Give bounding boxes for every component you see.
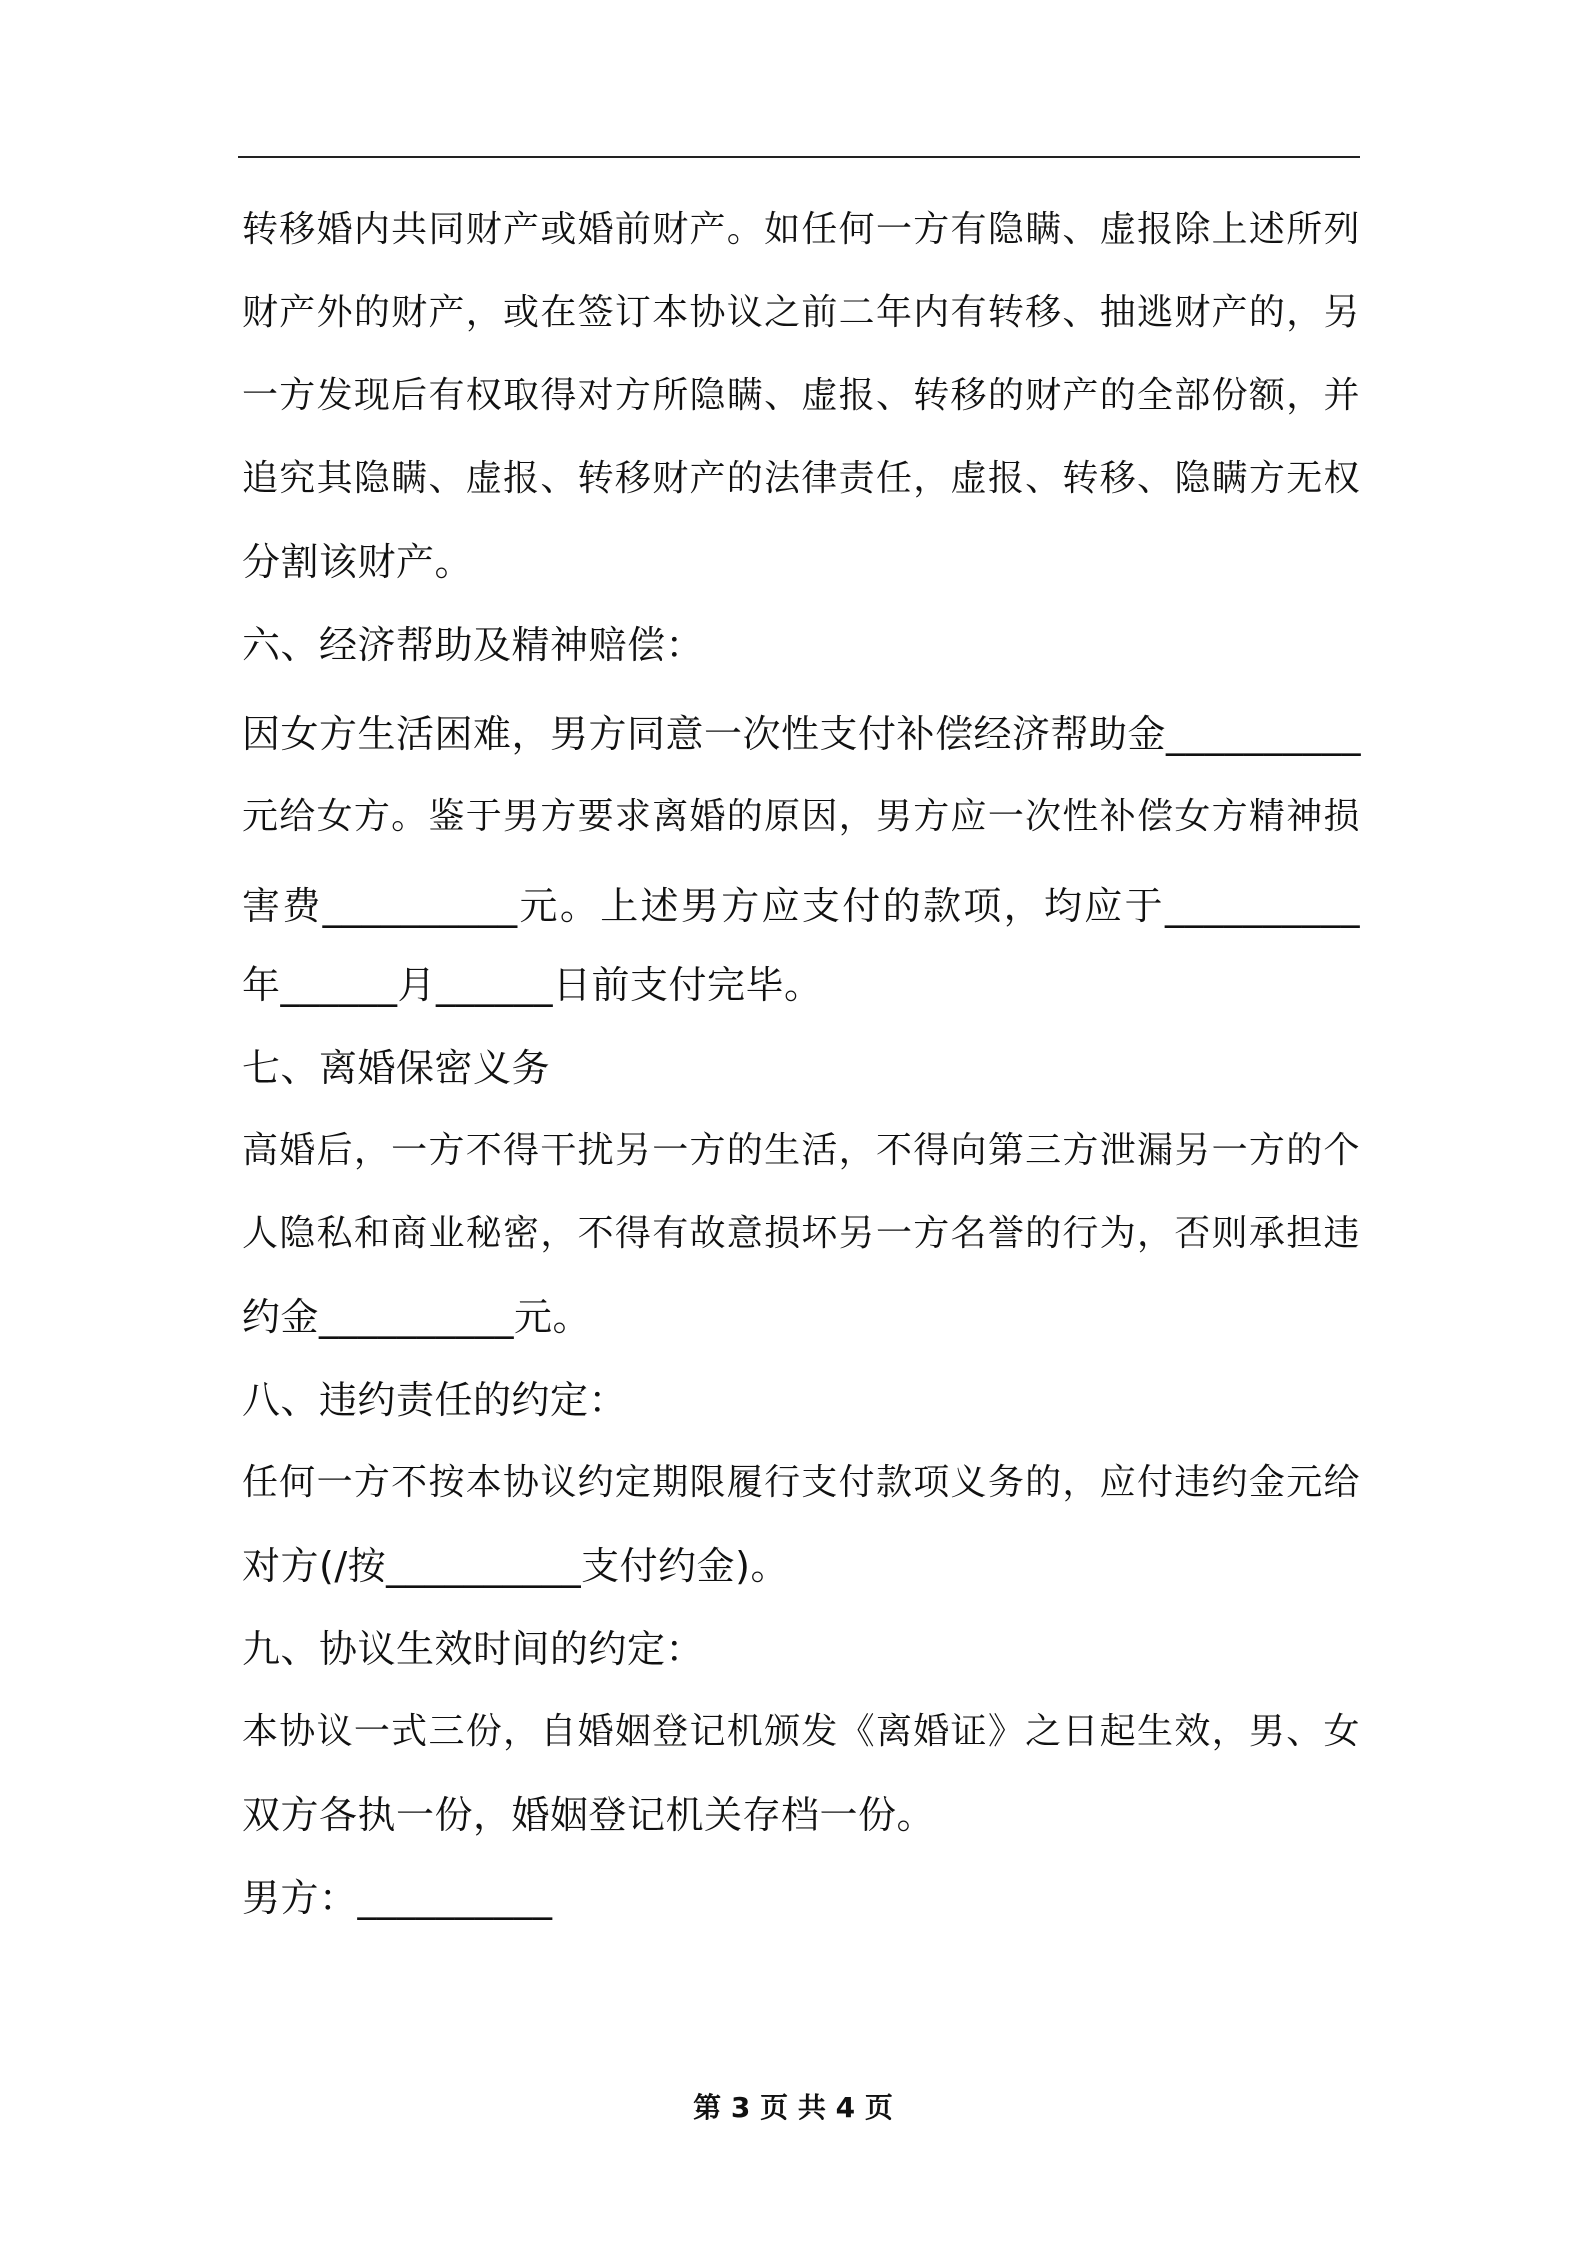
body-text-line: 高婚后，一方不得干扰另一方的生活，不得向第三方泄漏另一方的个 [242, 1130, 1360, 1171]
body-text-line: 元给女方。鉴于男方要求离婚的原因，男方应一次性补偿女方精神损 [242, 796, 1360, 837]
body-text-line: 一方发现后有权取得对方所隐瞒、虚报、转移的财产的全部份额，并 [242, 375, 1360, 416]
body-text-line: 本协议一式三份，自婚姻登记机颁发《离婚证》之日起生效，男、女 [242, 1711, 1360, 1752]
body-text-line: 年______月______日前支付完毕。 [242, 963, 823, 1007]
signature-line-male: 男方：__________ [242, 1876, 553, 1920]
body-text-line: 任何一方不按本协议约定期限履行支付款项义务的，应付违约金元给 [242, 1462, 1360, 1503]
header-rule [238, 156, 1360, 158]
body-text-line: 对方(/按__________支付约金)。 [242, 1544, 789, 1588]
page-indicator: 第 3 页 共 4 页 [693, 2091, 893, 2124]
body-text-line: 转移婚内共同财产或婚前财产。如任何一方有隐瞒、虚报除上述所列 [242, 209, 1360, 250]
body-text-line: 财产外的财产，或在签订本协议之前二年内有转移、抽逃财产的，另 [242, 292, 1360, 333]
body-text-line: 追究其隐瞒、虚报、转移财产的法律责任，虚报、转移、隐瞒方无权 [242, 458, 1360, 499]
body-text-line: 约金__________元。 [242, 1295, 592, 1339]
body-text-line: 因女方生活困难，男方同意一次性支付补偿经济帮助金__________ [242, 712, 1362, 756]
body-text-line: 害费__________元。上述男方应支付的款项，均应于__________ [242, 884, 1360, 928]
section-heading-6: 六、经济帮助及精神赔偿： [242, 623, 705, 667]
section-heading-8: 八、违约责任的约定： [242, 1378, 628, 1422]
section-heading-9: 九、协议生效时间的约定： [242, 1627, 705, 1671]
body-text-line: 分割该财产。 [242, 540, 474, 584]
body-text-line: 人隐私和商业秘密，不得有故意损坏另一方名誉的行为，否则承担违 [242, 1213, 1360, 1254]
body-text-line: 双方各执一份，婚姻登记机关存档一份。 [242, 1793, 936, 1837]
section-heading-7: 七、离婚保密义务 [242, 1046, 551, 1090]
